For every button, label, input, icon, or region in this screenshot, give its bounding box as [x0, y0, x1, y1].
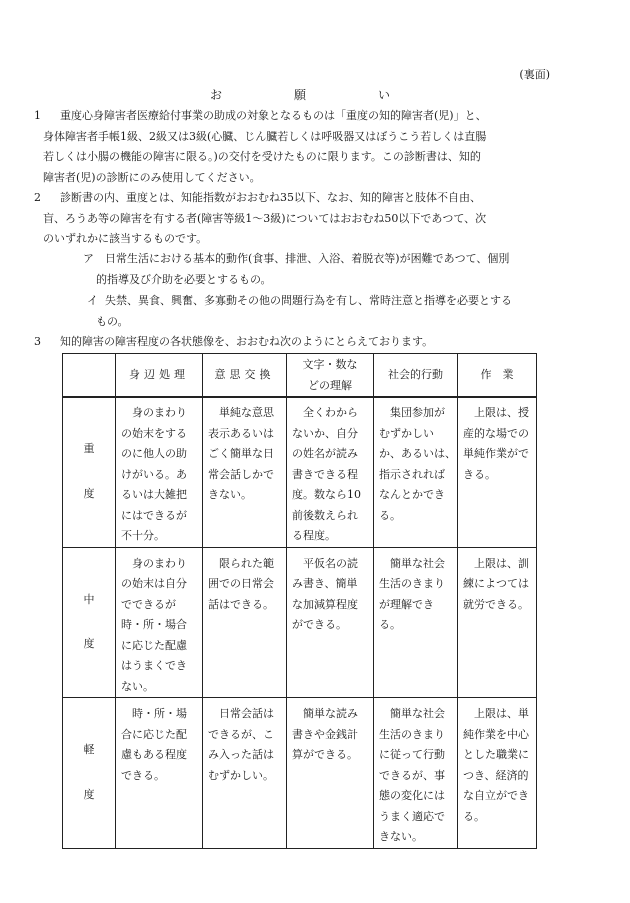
cell-line: る。 [379, 508, 401, 522]
cell-line: 上限は、単 [463, 707, 529, 720]
cell-line: る。 [463, 809, 485, 823]
cell-line: 練によつては [463, 577, 529, 590]
cell-line: に従って行動 [379, 748, 445, 761]
cell-line: 不十分。 [121, 529, 165, 542]
cell-line: 度。数なら10 [292, 488, 361, 501]
cell-line: のに他人の助 [121, 447, 187, 460]
sub-item-marker: イ [87, 294, 98, 307]
item-line: 障害者(児)の診断にのみ使用してください。 [43, 170, 261, 184]
cell-line: つき、経済的 [463, 768, 529, 782]
disability-level-table-body [62, 396, 537, 849]
sub-item-line: 日常生活における基本的動作(食事、排泄、入浴、着脱衣等)が困難であつて、個別 [105, 252, 510, 265]
cell-moderate-work [458, 547, 537, 698]
cell-line: きない。 [208, 488, 252, 501]
row-label-char: 度 [83, 637, 95, 651]
cell-severe-self-care [116, 397, 203, 548]
cell-line: なんとかでき [379, 488, 445, 501]
cell-line: 産的な場での [463, 426, 529, 440]
cell-line: の始末は自分 [121, 577, 187, 590]
cell-line: 態の変化には [379, 789, 445, 802]
cell-line: 就労できる。 [463, 597, 529, 611]
row-label-char: 軽 [83, 743, 95, 757]
row-label-char: 度 [83, 486, 95, 500]
table-header-row [63, 354, 537, 398]
item-2 [34, 188, 538, 250]
cell-line: 時・所・場合 [121, 618, 187, 631]
cell-line: できるが、こ [208, 727, 274, 741]
item-number: 2 [34, 191, 41, 204]
cell-line: きない。 [379, 830, 423, 843]
cell-line: でできるが [121, 597, 176, 611]
cell-line: 合に応じた配 [121, 727, 187, 741]
cell-line: ないか、自分 [292, 426, 358, 440]
cell-line: 単純作業がで [463, 447, 529, 460]
reverse-side-label: (裏面) [519, 68, 550, 81]
cell-line: はうまくでき [121, 659, 187, 672]
item-number: 3 [34, 335, 41, 348]
column-header-work: 作 業 [458, 354, 537, 398]
cell-line: 上限は、訓 [463, 556, 529, 570]
cell-line: むずかしい。 [208, 768, 274, 782]
cell-line: るいは大雑把 [121, 488, 187, 501]
row-label-gap [63, 610, 115, 634]
cell-line: み入った話は [208, 748, 274, 761]
cell-line: の姓名が読み [292, 447, 358, 460]
cell-line: な自立ができ [463, 789, 529, 802]
cell-line: にはできるが [121, 508, 187, 522]
row-label-gap [63, 460, 115, 484]
cell-line: 生活のきまり [379, 577, 445, 590]
cell-line: ごく簡単な日 [208, 447, 274, 460]
cell-line: 簡単な読み [292, 707, 358, 720]
cell-moderate-communication [203, 547, 287, 698]
cell-line: ない。 [121, 679, 154, 693]
column-header-social-behavior: 社会的行動 [374, 354, 458, 398]
cell-line: か、あるいは、 [379, 447, 456, 460]
cell-line: 身のまわり [121, 406, 187, 419]
header-line: どの理解 [308, 378, 352, 392]
cell-severe-social-behavior [374, 397, 458, 548]
row-label-char: 度 [83, 787, 95, 801]
column-header-literacy [287, 354, 374, 398]
cell-line: 時・所・場 [121, 707, 187, 720]
item-line: 盲、ろうあ等の障害を有する者(障害等級1～3級)についてはおおむね50以下であつて、次 [43, 211, 487, 225]
cell-mild-communication [203, 698, 287, 849]
sub-item-marker: ア [83, 252, 94, 265]
table-row-mild [63, 698, 537, 849]
row-label-char: 中 [83, 592, 95, 606]
cell-line: 平仮名の読 [292, 556, 358, 570]
row-label-gap [63, 761, 115, 785]
cell-moderate-self-care [116, 547, 203, 698]
cell-line: 身のまわり [121, 556, 187, 570]
cell-line: な加減算程度 [292, 597, 358, 611]
cell-line: むずかしい [379, 426, 434, 440]
item-line: 若しくは小腸の機能の障害に限る。)の交付を受けたものに限ります。この診断書は、知的 [43, 150, 481, 163]
item-line: 身体障害者手帳1級、2級又は3級(心臓、じん臓若しくは呼吸器又はぼうこう若しくは直腸 [43, 129, 487, 143]
item-line: 知的障害の障害程度の各状態像を、おおむね次のようにとらえております。 [60, 335, 434, 348]
cell-line: 書きできる程 [292, 467, 358, 481]
sub-item-line: もの。 [96, 314, 129, 328]
row-label-moderate [63, 547, 116, 698]
cell-mild-social-behavior [374, 698, 458, 849]
cell-mild-self-care [116, 698, 203, 849]
cell-line: に応じた配慮 [121, 638, 187, 652]
cell-line: 上限は、授 [463, 406, 529, 419]
row-label-severe [63, 397, 116, 548]
table-row-severe [63, 397, 537, 548]
cell-moderate-literacy [287, 547, 374, 698]
cell-severe-work [458, 397, 537, 548]
item-line: のいずれかに該当するものです。 [43, 232, 208, 245]
cell-line: 書きや金銭計 [292, 727, 358, 741]
cell-line: きる。 [463, 467, 496, 481]
cell-line: 簡単な社会 [379, 707, 445, 720]
item-1 [34, 106, 538, 188]
cell-line: できる。 [121, 768, 165, 782]
sub-item-i [85, 291, 535, 332]
cell-line: けがいる。あ [121, 467, 187, 481]
cell-line: 慮もある程度 [121, 748, 187, 761]
column-header-self-care: 身辺処理 [116, 354, 203, 398]
cell-line: の始末をする [121, 426, 187, 440]
column-header-communication: 意思交換 [203, 354, 287, 398]
sub-item-a [85, 249, 535, 290]
page-title: お 願 い [209, 88, 420, 102]
row-label-char: 重 [83, 442, 95, 456]
cell-line: 前後数えられ [292, 508, 358, 522]
cell-mild-work [458, 698, 537, 849]
item-number: 1 [34, 109, 41, 122]
cell-line: 指示されれば [379, 467, 445, 481]
cell-line: 単純な意思 [208, 406, 274, 419]
cell-line: とした職業に [463, 748, 529, 761]
sub-item-line: 失禁、異食、興奮、多寡動その他の問題行為を有し、常時注意と指導を必要とする [105, 294, 512, 307]
cell-severe-literacy [287, 397, 374, 548]
cell-line: 簡単な社会 [379, 556, 445, 570]
column-header-blank [63, 354, 116, 398]
cell-line: ができる。 [292, 618, 347, 631]
cell-mild-literacy [287, 698, 374, 849]
cell-line: 常会話しかで [208, 467, 274, 481]
cell-line: 算ができる。 [292, 748, 358, 761]
cell-line: 純作業を中心 [463, 727, 529, 741]
item-line: 診断書の内、重度とは、知能指数がおおむね35以下、なお、知的障害と肢体不自由、 [60, 191, 481, 204]
cell-moderate-social-behavior [374, 547, 458, 698]
cell-line: 話はできる。 [208, 597, 274, 611]
item-3 [34, 332, 538, 353]
cell-line: 限られた範 [208, 556, 274, 570]
cell-line: み書き、簡単 [292, 577, 358, 590]
cell-line: る程度。 [292, 529, 336, 542]
cell-line: できるが、事 [379, 768, 445, 782]
header-line: 文字・数な [302, 358, 358, 371]
table-row-moderate [63, 547, 537, 698]
cell-line: うまく適応で [379, 809, 445, 823]
item-line: 重度心身障害者医療給付事業の助成の対象となるものは「重度の知的障害者(児)」と、 [60, 109, 487, 122]
cell-line: 表示あるいは [208, 426, 274, 440]
cell-severe-communication [203, 397, 287, 548]
sub-item-line: 的指導及び介助を必要とするもの。 [96, 272, 272, 286]
cell-line: 生活のきまり [379, 727, 445, 741]
cell-line: が理解でき [379, 597, 434, 611]
cell-line: る。 [379, 618, 401, 631]
cell-line: 全くわから [292, 406, 358, 419]
cell-line: 囲での日常会 [208, 577, 274, 590]
row-label-mild [63, 698, 116, 849]
cell-line: 日常会話は [208, 707, 274, 720]
disability-level-table [62, 353, 537, 398]
cell-line: 集団参加が [379, 406, 445, 419]
